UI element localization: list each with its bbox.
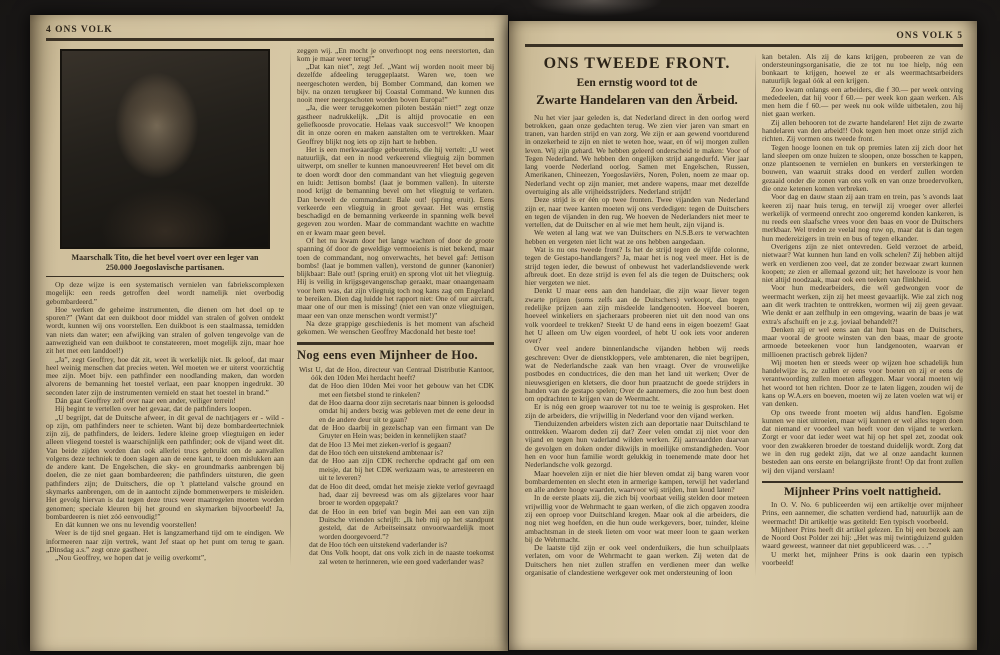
photo-caption xyxy=(46,253,284,273)
de-hoo-item: dat de Hoo in een brief van begin Mei aan een van zijn Duitsche vrienden schrijft: „Ik heb mij op het standpunt gesteld, dat de Arbeitseinsatz onvoorwaardelijk moet worden doorgevoerd.”? xyxy=(309,506,494,541)
article-paragraph: Maar hoevelen zijn er niet die hier bleven omdat zij bang waren voor bombardementen en slecht eten in armerige kampen, terwijl het vaderland en alle andere hooge waarden, waarvoor wij strijden, hun koud laten? xyxy=(525,468,749,495)
newspaper-page-right xyxy=(509,21,977,650)
article-paragraph: „Dat kan niet”, zegt Jef. „Want wij worden nooit meer bij dezelfde afdeeling teruggeplaatst. Waren we, toen we neergeschoten werden, bij Bomber Command, dan komen we bijv. na onzen terugkeer bij Coastal Command. We kunnen dus nooit meer neergeschoten worden boven Europa!” xyxy=(297,62,494,105)
article-paragraph: In O. V. No. 6 publiceerden wij een artikeltje over mijnheer Prins, een aannemer, die schatten verdiend had, natuurlijk aan de weermacht! Dit artikeltje was getiteld: Een typisch voorbeeld. xyxy=(762,500,963,526)
section-title-de-hoo: Nog eens even Mijnheer de Hoo. xyxy=(297,347,478,362)
article-paragraph: Weer is de tijd snel gegaan. Het is langzamerhand tijd om te eindigen. We informeeren naar zijn vertrek, want Jef staat op het punt om terug te gaan. „Dinsdag a.s.” zegt onze gastheer. xyxy=(46,528,284,554)
left-column-2 xyxy=(297,47,494,567)
page-header-right: ONS VOLK 5 xyxy=(896,31,963,41)
article-paragraph: Zij allen behooren tot de zwarte handelaren! Het zijn de zwarte handelaren van den arbeid!! Ook tegen hen moet onze strijd zich richten. Zij vormen ons tweede front. xyxy=(762,117,963,144)
article-paragraph: „Ja”, zegt Geoffrey, hoe dát zit, weet ik werkelijk niet. Ik geloof, dat maar heel weinig menschen dat precies weten. Wel moeten we er uiterst voorzichtig mee zijn. Moet bijv. een pathfinder een noodlanding maken, dan worden alvorens de bemanning het toestel verlaat, een paar knoppen ingedrukt. 30 seconden later zijn de instrumenten vernield en staat het toestel in brand.” xyxy=(46,354,284,397)
article-paragraph: Voor hun medearbeiders, die wél gedwongen voor de weermacht werken, zijn zij het meest gevaarlijk. Wie zal zich nog aan dit werk trachten te onttrekken, wormen wij zij geen gevaar. Wie denkt er aan zelfhulp in een omgeving, waarin de baas je wat extra's afschuift en je z.g. joviaal behandelt?! xyxy=(762,283,963,326)
article-paragraph: Het is een merkwaardige gebeurtenis, die hij vertelt: „U weet natuurlijk, dat een in nood verkeerend vliegtuig zijn bommen uitwerpt, om sneller te kunnen manoeuvreeren! Het bevel om dit te doen wordt door den commandant van het vliegtuig gegeven en luidt: Jettison bombs! (laat je bommen vallen). In uiterste nood krijgt de bemanning bevel om het vliegtuig te verlaten. Dan beveelt de commandant: Bale out! (spring eruit). Eens verkeerde een vliegtuig in groot gevaar. Het was ernstig beschadigd en de bemanning verkeerde in spanning welk bevel gegeven zou worden. Maar de commandant wachtte en wachtte en er kwam maar geen bevel. xyxy=(297,144,494,237)
article-paragraph: Nu het vier jaar geleden is, dat Nederland direct in den oorlog werd betrokken, gaan onze gedachten terug. We zien vier jaren van smart en tranen, van harden strijd en van zorg. We zijn er aan gewend voortdurend in onzekerheid te zijn en niet te weten hoe, waar, en óf wij morgen zullen leven. Wij zijn gehard. We hebben geleerd onderscheid te maken: Voor of Tegen Nederland. We hebben den ongelijken strijd aangedurfd. Vier jaar lang voerde Nederland oorlog. Samen met Engelschen, Russen, Amerikanen, Chineezen, Yoegoslaviërs, Noren, Polen, noem ze maar op. Nederland vecht op zijn manier, met andere wapens, maar met dezelfde overtuiging als alle vrijheidsstrijders. Nederland strijdt! xyxy=(525,112,749,197)
article-paragraph: Zoo kwam onlangs een arbeiders, die f 30.— per week ontving mededeelen, dat hij voor f 60.— per week kon gaan werken. Als men hem die f 60.— per week nu ook wilde uitbetalen, zou hij niet gaan werken. xyxy=(762,84,963,119)
article-paragraph: Hoe werken de geheime instrumenten, die dienen om het doel op te sporen?” (Want dat een duikboot door middel van stralen of golven ontdekt wordt, kunnen wij ons voorstellen. Een duikboot is een staalmassa, temidden van niets dan water; een afwijking van stralen of golven tengevolge van de aanwezigheid van een duikboot te constateeren, moet mogelijk zijn, maar hoe zit het met een landdoel!) xyxy=(46,304,284,356)
article-paragraph: zeggen wij. „En mocht je onverhoopt nog eens neerstorten, dan kom je maar weer terug!” xyxy=(297,45,494,63)
article-paragraph: Op ons tweede front moeten wij aldus hand'len. Egoïsme kunnen we niet uitroeien, maar wij kunnen er wel alles tegen doen dat niemand er voordeel van heeft voor den vijand te werken. Zorgt er voor dat ieder weet wat hij op het spel zet, zoodat ook voor den zwakkeren broeder de toestand duidelijk wordt. Zorg dat we in den rug gedekt zijn, dat we al onze aandacht kunnen besteden aan ons eerste en belangrijkste front! Op dat front zullen wij den vijand verslaan! xyxy=(762,407,963,475)
section-rule xyxy=(762,481,963,483)
tito-portrait-photo xyxy=(60,49,270,249)
photo-caption-line1: Maarschalk Tito, die het bevel voert over een leger van xyxy=(71,252,259,262)
de-hoo-item: dat de Hoo aan zijn CDK recherche opdracht gaf om een meisje, dat bij het CDK werkzaam was, te arresteeren en uit te leveren? xyxy=(309,456,494,483)
article-paragraph: Na deze grappige geschiedenis is het moment van afscheid gekomen. We wenschen Geoffrey Macdonald het beste toe! xyxy=(297,318,494,337)
article-paragraph: „U begrijpt, dat de Duitsche afweer, in dit geval de nachtjagers er - wild - op zijn, om pathfinders neer te schieten. Want bij deze bombardeertechniek zijn zij, de pathfinders, de leiders. Iedere kleine groep vliegtuigen en ieder alleen vliegend toestel is waarschijnlijk een pathfinder; ook de vijand weet dit. Van beide zijden worden dan ook allerlei trucs gebruikt om de aanvallen volgens deze techniek te doen slagen aan de eene kant, te doen mislukken aan de andere kant. De Engelschen, die sky- en groundmarks aanbrengen bij doelen, die ze niet gaan bombardeeren; die pathfinders uitsturen, die geen pathfinders zijn; de Duitschers, die op 't platteland valsche ground en skymarks aanbrengen, om de in aantocht zijnde bommenwerpers te misleiden. Het gevolg hiervan is dat tegen deze trucs weer maatregelen moeten worden genomen; speciale kleuren bij het ground en skymarken bijvoorbeeld! Ja, bombardeeren is niet zóó eenvoudig!” xyxy=(46,412,284,521)
de-hoo-item: dat de Hoo tóch een uitstekend vaderlander is? xyxy=(309,540,448,550)
article-paragraph: Wat is nu ons tweede front? Is het de strijd tegen de vijfde colonne, tegen de Gestapo-handlangers? Ja, maar het is nog veel meer. Het is de strijd tegen ieder, die bewust of onbewust het vaderlandslievende werk afbreuk doet. En deze strijd is even fel als die tegen de Duitschers; ook hier vergeten we niet. xyxy=(525,245,749,288)
article-paragraph: „Ja, die weer teruggekomen piloten bestáán niet!” zegt onze gastheer nadrukkelijk. „Dit is altijd provocatie en een geliefkoosde provocatie. Helaas vaak succesvol!” We knoopen dit in onze ooren en maken aanstalten om te vertrekken. Maar Geoffrey blijkt nog iets op zijn hart te hebben. xyxy=(297,103,494,146)
article-paragraph: Mijnheer Prins heeft dit artikel gelezen. En bij een bezoek aan de Noord Oost Polder zei hij: „Het was mij twintigduizend gulden waard geweest, wanneer dat niet gepubliceerd was. . . .” xyxy=(762,524,963,551)
de-hoo-item: dat de Hoo daarbij in gezelschap van een firmant van De Gruyter en Hein was; beiden in kennelijken staat? xyxy=(309,423,494,441)
section-title-prins: Mijnheer Prins voelt nattigheid. xyxy=(784,486,941,499)
article-paragraph: Wij moeten hen er steeds weer op wijzen hoe schadelijk hun handelwijze is, ze zullen er eens voor boeten en zij er eens de verantwoording zullen moeten afleggen. Maar vooral moeten wij het woord tot hen richten. Door ze te laten liggen, zouden wij de kans op W.A.ers en boeven, moeten wij ze laten voelen wat wij er van denken. xyxy=(762,357,963,409)
left-column-1 xyxy=(46,47,284,567)
section-rule xyxy=(297,342,494,344)
article-paragraph: „Nou Geoffrey, we hopen dat je veilig overkomt”, xyxy=(55,553,206,563)
article-paragraph: De laatste tijd zijn er ook veel onderduikers, die hun schuilplaats verlaten, om voor de Wehrmacht te gaan werken. Zij weten dat de Duitschers hen niet zullen straffen en verdienen meer dan welke organisatie of clandestiene werkgever ook met ondersteuning of loon xyxy=(525,543,749,577)
article-paragraph: We weten al lang wat we van Duitschers en N.S.B.ers te verwachten hebben en vergeten niet licht wat ze ons hebben aangedaan. xyxy=(525,228,749,246)
de-hoo-item: dat de Hoo dit deed, omdat het meisje ziekte verlof gevraagd had, daar zij bevreesd was om als gijzelares voor haar broer te worden opgepakt? xyxy=(309,481,494,508)
scan-smudge xyxy=(520,0,670,22)
article-paragraph: kan betalen. Als zij de kans krijgen, probeeren ze van de ondersteuningsorganisatie, die ze tot nu toe hielp, nóg een bonkaart te krijgen, hoewel ze er als weermachtsarbeiders natuurlijk legaal óók al een krijgen. xyxy=(762,51,963,86)
de-hoo-item: dat de Hoo tóch een uitstekend ambtenaar is? xyxy=(309,448,444,458)
article-subtitle-2: Zwarte Handelaren van den Ärbeid. xyxy=(536,91,738,107)
de-hoo-item: dat de Hoo 13 Mei met zieken-verlof is gegaan? xyxy=(309,439,452,449)
header-rule-left xyxy=(46,38,494,41)
article-paragraph: Hij begint te vertellen over het gevaar, dat de pathfinders loopen. xyxy=(55,404,252,414)
page-header-left: 4 ONS VOLK xyxy=(46,25,113,35)
article-paragraph: U merkt het, mijnheer Prins is ook daarin een typisch voorbeeld! xyxy=(762,549,963,567)
article-paragraph: Of het nu kwam door het lange wachten of door de groote spanning óf door de geweldige vermoeienis is niet bekend, maar toen de commandant, nog onverwachts, het bevel gaf: Jettison bombs! (laat je bommen vallen), verstond de gunner (kanonier) blijkbaar: Bale out! (spring eruit) en sprong vlot uit het vliegtuig. Hij is veilig in krijgsgevangenschap geraakt, maar onaangenaam voor hem was, dat zijn vliegtuig toch nog kans zag om Engeland te bereiken. Dien dag luidde het rapport niet: One of our aircraft, maar one of our men is missing! (niet een van onze vliegtuigen, maar een van onze menschen wordt vermist!)” xyxy=(297,235,494,320)
article-paragraph: Dán gaat Geoffrey zelf over naar een ander, veiliger terrein! xyxy=(55,395,236,405)
article-paragraph: Er is nóg een groep waarover tot nu toe te weinig is gesproken. Het zijn de arbeiders, die vrijwillig in Nederland voor den vijand werken. xyxy=(525,402,749,420)
article-paragraph: Deze strijd is er één op twee fronten. Twee vijanden van Nederland zijn er, naar twee kanten moeten wij ons verdedigen: tegen de Duitschers en tegen de vijanden in den rug. We hoeven de Nederlanders niet meer te vertellen, dat de Duitscher en al wie met hem heult, zijn vijand is. xyxy=(525,195,749,230)
column-divider xyxy=(290,47,291,567)
caption-rule xyxy=(46,276,284,278)
de-hoo-item: dat de Hoo daarna door zijn secretaris naar binnen is geloodsd omdat hij anders bezig was gebleven met de eene deur in en de andere deur uit te gaan? xyxy=(309,397,494,424)
article-subtitle-1: Een ernstig woord tot de xyxy=(576,76,698,89)
article-paragraph: Voor dag en dauw staan zij aan tram en trein, pas 's avonds laat keeren zij naar huis terug, en terwijl zij vroeger over allerlei werkelijk of vermeend onrecht zoo ongeremd konden kankeren, is nu reeds een slaafsche vrees voor den baas en voor de Duitschers merkbaar. Wel treden ze veelal nog ruw op, maar dat is dan tegen hun medereizigers in trein en bus of tegen elkander. xyxy=(762,192,963,243)
newspaper-page-left xyxy=(30,15,508,651)
article-paragraph: Op deze wijze is een systematisch vernielen van fabriekscomplexen mogelijk: een reeds getroffen deel wordt namelijk niet overbodig gebombardeerd.” xyxy=(46,280,284,306)
header-rule-right xyxy=(525,44,963,47)
article-paragraph: Denken zij er wel eens aan dat hun baas en de Duitschers, maar vooral de groote winsten van den baas, maar de groote armoede beteekenen voor hun landgenooten, waarvan er millioenen practisch gebrek lijden? xyxy=(762,324,963,359)
article-paragraph: In de eerste plaats zij, die zich bij voorbaat veilig stelden door meteen vrijwillig voor de Wehrmacht te gaan werken, of die zich opgaven zoodra zij een oproep voor Duitschland kregen. Maar ook al die arbeiders, die nog niet weg hoefden, en die hun oude werkgevers, boer, tuinder, kleine ambachtsman in de steek lieten om voor wat meer loon te gaan werken bij de Wehrmacht. xyxy=(525,493,749,544)
article-paragraph: Over veel andere binnenlandsche vijanden hebben wij reeds geschreven: Over de dienstkloppers, vele ambtenaren, die niet begrijpen, wat de Nederlandsche zaak van hen vraagt. Over de vrouwelijke postbodes en conductrices, die den man het land uit werken; Over de nieuwsgierigen en kletsers, die door hun praatzucht de goede strijders in handen van de gestapo spelen; Over de aannemers, die zoo hun best doen om opdrachten te krijgen van de Weermacht. xyxy=(525,344,749,404)
right-column-1 xyxy=(525,53,749,578)
de-hoo-item: dat de Hoo dien 10den Mei voor het gebouw van het CDK met een fietsbel stond te rinkelen? xyxy=(309,381,494,399)
right-column-2 xyxy=(762,53,963,578)
de-hoo-intro: Wist U, dat de Hoo, directeur van Centraal Distributie Kantoor, óók den 10den Mei herdacht heeft? xyxy=(299,364,494,382)
article-paragraph: En dát kunnen we ons nu levendig voorstellen! xyxy=(55,520,197,530)
column-divider xyxy=(755,53,756,578)
article-paragraph: Tegen hooge loonen en tuk op premies laten zij zich door het land sleepen om onze huizen te sloopen, onze bosschen te kappen, onze plantsoenen te vernielen en bunkers en versterkingen te bouwen, van waaruit straks dood en verderf zullen worden gezaaid onder die zonen van ons volk en van onze broedervolken, die onze ketenen komen verbreken. xyxy=(762,142,963,193)
photo-caption-line2: 250.000 Joegoslavische partisanen. xyxy=(105,262,225,272)
de-hoo-item: dat Ons Volk hoopt, dat ons volk zich in de naaste toekomst zal weten te herinneren, wie een goed vaderlander was? xyxy=(309,548,494,566)
article-paragraph: Denkt U maar eens aan den handelaar, die zijn waar liever tegen zwarte prijzen (soms zelfs aan de Duitschers) verkoopt, dan tegen redelijke prijzen aan zijn misdeelde landgenooten. Hoeveel boeren, hoeveel winkeliers en sjacheraars probeeren niet uit den nood van ons volk voordeel te trekken? Steekt U de hand eens in eigen boezem! Gaat het U alleen om Uw eigen voordeel, of hebt U ook iets voor anderen over? xyxy=(525,286,749,346)
article-title: ONS TWEEDE FRONT. xyxy=(543,54,731,72)
article-paragraph: Tienduizenden arbeiders wisten zich aan deportatie naar Duitschland te onttrekken. Waarom deden zij dat? Zeer velen omdat zij niet voor den vijand en tegen hun vaderland wilden werken. Zij aanvaardden daarvan de gevolgen en doken onder dikwijls in moeilijke omstandigheden. Voor hen en voor hun familie wordt gelukkig in toenemende mate door het Nederlandsche volk gezorgd. xyxy=(525,418,749,470)
article-paragraph: Overigens zijn ze niet ontevreden. Geld verzoet de arbeid, nietwaar? Wat kunnen hun land en volk schelen? Zij hebben altijd werk en verdienen zoo veel, dat ze zonder bezwaar zwart kunnen koopen; ze zien er allemaal gezond uit; het havelooze is voor hen niet altijd noodzaak, maar ook een teeken van flinkheid. xyxy=(762,241,963,285)
